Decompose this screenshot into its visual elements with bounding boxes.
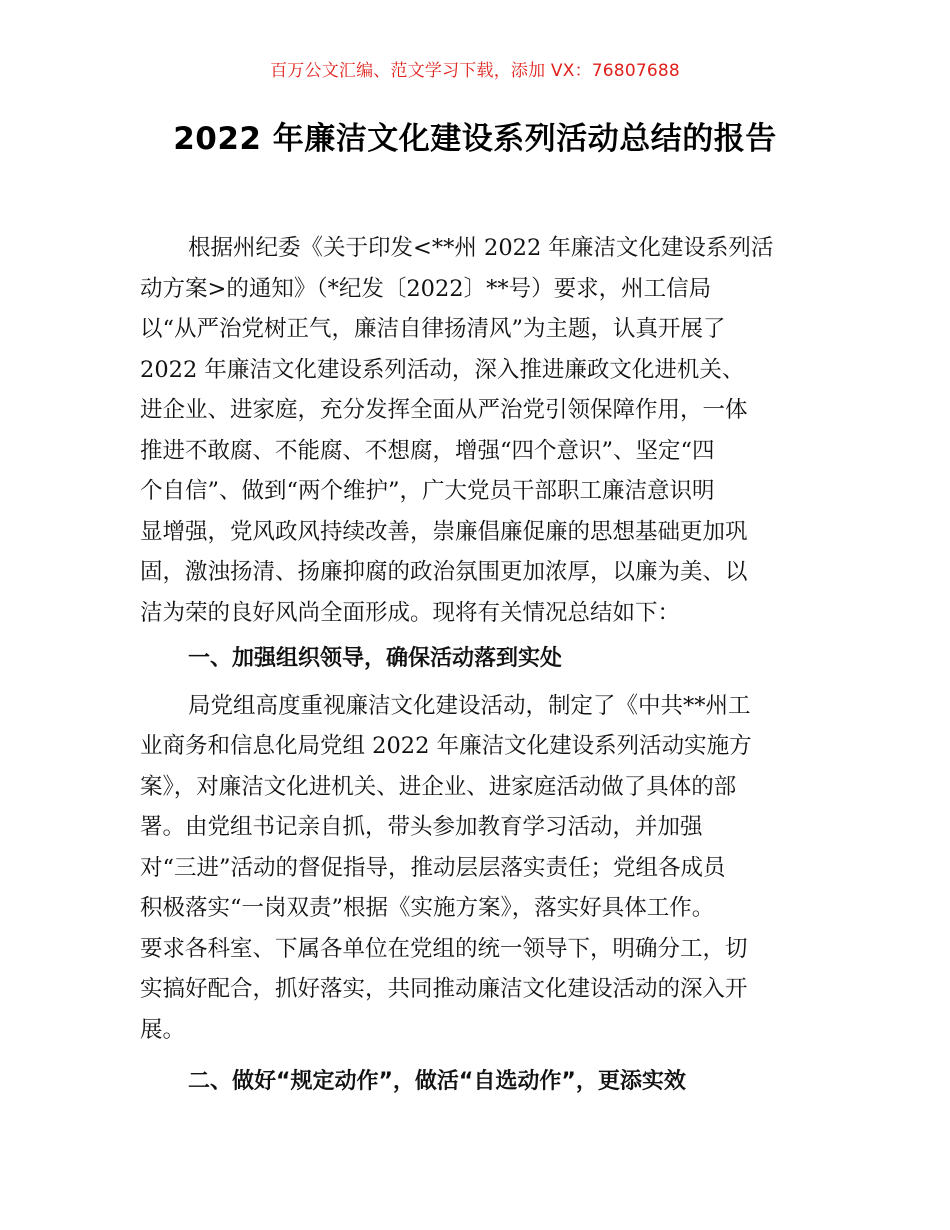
paragraph-line: 实搞好配合，抓好落实，共同推动廉洁文化建设活动的深入开	[140, 976, 748, 1002]
paragraph-line: 固，激浊扬清、扬廉抑腐的政治氛围更加浓厚，以廉为美、以	[140, 559, 748, 585]
paragraph-line: 对“三进”活动的督促指导，推动层层落实责任；党组各成员	[140, 854, 726, 881]
paragraph-line: 进企业、进家庭，充分发挥全面从严治党引领保障作用，一体	[140, 397, 748, 423]
paragraph-line: 2022 年廉洁文化建设系列活动，深入推进廉政文化进机关、	[140, 356, 745, 383]
paragraph-line: 展。	[140, 1016, 186, 1043]
paragraph-line: 洁为荣的良好风尚全面形成。现将有关情况总结如下：	[140, 599, 681, 626]
document-body	[140, 228, 812, 1103]
paragraph-line: 业商务和信息化局党组 2022 年廉洁文化建设系列活动实施方	[140, 733, 752, 759]
paragraph-line: 要求各科室、下属各单位在党组的统一领导下，明确分工，切	[140, 935, 748, 962]
paragraph-line: 署。由党组书记亲自抓，带头参加教育学习活动，并加强	[140, 814, 703, 840]
section-heading-2: 二、做好“规定动作”，做活“自选动作”，更添实效	[188, 1069, 686, 1094]
paragraph-line: 案》，对廉洁文化进机关、进企业、进家庭活动做了具体的部	[140, 773, 737, 800]
promo-banner: 百万公文汇编、范文学习下载，添加 VX：76807688	[270, 61, 680, 81]
intro-paragraph	[140, 228, 812, 633]
paragraph-line: 显增强，党风政风持续改善，崇廉倡廉促廉的思想基础更加巩	[140, 518, 748, 545]
paragraph-line: 个自信”、做到“两个维护”，广大党员干部职工廉洁意识明	[140, 478, 715, 504]
paragraph-line: 推进不敢腐、不能腐、不想腐，增强“四个意识”、坚定“四	[140, 437, 715, 464]
document-title: 2022 年廉洁文化建设系列活动总结的报告	[173, 121, 777, 157]
paragraph-line: 局党组高度重视廉洁文化建设活动，制定了《中共**州工	[188, 692, 751, 719]
section-heading-1: 一、加强组织领导，确保活动落到实处	[188, 646, 563, 671]
paragraph-line: 动方案>的通知》（*纪发〔2022〕**号）要求，州工信局	[140, 275, 712, 302]
paragraph-line: 积极落实“一岗双责”根据《实施方案》，落实好具体工作。	[140, 895, 715, 921]
section-1-paragraph	[140, 686, 812, 1051]
paragraph-line: 以“从严治党树正气，廉洁自律扬清风”为主题，认真开展了	[140, 316, 726, 342]
paragraph-line: 根据州纪委《关于印发<**州 2022 年廉洁文化建设系列活	[188, 235, 774, 261]
